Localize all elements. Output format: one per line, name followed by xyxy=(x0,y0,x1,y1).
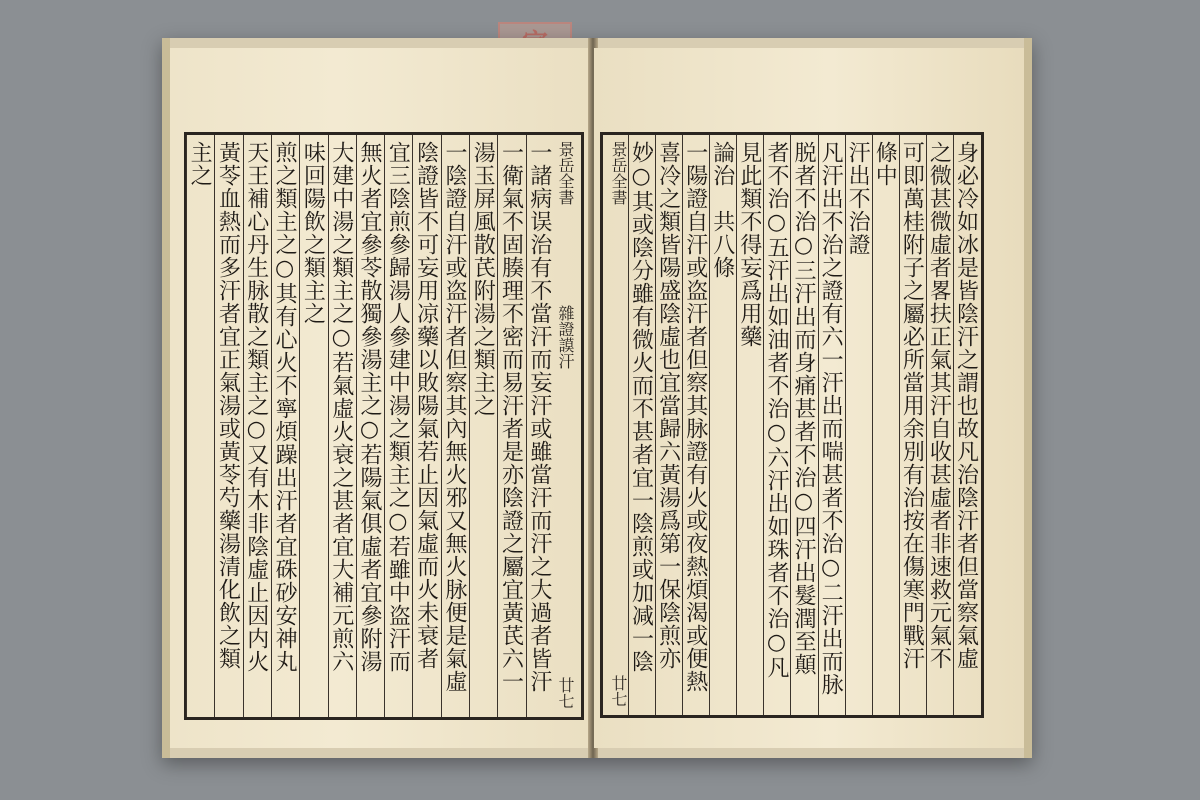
text-column: 煎之類主之○其有心火不寧煩躁出汗者宜硃砂安神丸 xyxy=(272,141,298,673)
text-column: 汗出不治證 xyxy=(845,141,871,256)
gutter-title: 景岳全書 xyxy=(609,141,628,205)
column-rule xyxy=(384,135,385,717)
column-rule xyxy=(356,135,357,717)
open-book xyxy=(162,38,1032,758)
gutter-section: 雜證謨汗 xyxy=(556,305,575,369)
text-column: 凡汗出不治之證有六一汗出而喘甚者不治○二汗出而脉 xyxy=(818,141,844,696)
column-rule xyxy=(328,135,329,717)
page-number: 廿七 xyxy=(556,677,575,709)
column-rule xyxy=(214,135,215,717)
text-column: 可即萬桂附子之屬必所當用余別有治按在傷寒門戰汗 xyxy=(899,141,925,670)
column-rule xyxy=(899,135,900,715)
text-column: 無火者宜參苓散獨參湯主之○若陽氣俱虛者宜參附湯 xyxy=(357,141,382,673)
left-text-frame xyxy=(184,132,584,720)
text-column: 一衛氣不固腠理不密而易汗者是亦陰證之屬宜黃芪六一 xyxy=(498,141,524,693)
text-column: 一陰證自汗或盗汗者但察其內無火邪又無火脉便是氣虛 xyxy=(441,141,467,693)
left-page-edge xyxy=(162,38,170,758)
text-column: 黃苓血熱而多汗者宜正氣湯或黃苓芍藥湯清化飲之類 xyxy=(215,141,241,670)
text-column: 天王補心丹生脉散之類主之○又有木非陰虛止因内火 xyxy=(243,141,269,673)
column-rule xyxy=(412,135,413,717)
text-column: 條中 xyxy=(872,141,898,187)
column-rule xyxy=(441,135,442,717)
text-column: 之微甚微虛者畧扶正氣其汗自收甚虛者非速救元氣不 xyxy=(926,141,952,670)
text-column: 妙○其或陰分雖有微火而不甚者宜一陰煎或加减一陰 xyxy=(628,141,654,673)
text-column: 陰證皆不可妄用凉藥以敗陽氣若止因氣虛而火未衰者 xyxy=(413,141,439,670)
column-rule xyxy=(469,135,470,717)
text-column: 主之 xyxy=(187,141,213,187)
column-rule xyxy=(497,135,498,717)
right-page-edge xyxy=(1024,38,1032,758)
page-number: 廿七 xyxy=(609,675,628,707)
right-text-frame xyxy=(600,132,984,718)
text-column: 宜三陰煎參歸湯人參建中湯之類主之○若雖中盗汗而 xyxy=(385,141,411,673)
column-rule xyxy=(628,135,629,715)
text-column: 一諸病误治有不當汗而妄汗或雖當汗而汗之大過者皆汗 xyxy=(526,141,552,693)
text-column: 湯玉屏風散芪附湯之類主之 xyxy=(470,141,496,417)
text-column: 脱者不治○三汗出而身痛甚者不治○四汗出髮潤至顛 xyxy=(791,141,816,676)
column-rule xyxy=(299,135,300,717)
text-column: 大建中湯之類主之○若氣虛火衰之甚者宜大補元煎六 xyxy=(328,141,354,673)
right-page xyxy=(594,48,1024,748)
gutter-title: 景岳全書 xyxy=(556,141,575,205)
text-column: 者不治○五汗出如油者不治○六汗出如珠者不治○凡 xyxy=(763,141,789,679)
text-column: 一陽證自汗或盗汗者但察其脉證有火或夜熱煩渴或便熱 xyxy=(682,141,708,693)
text-column: 見此類不得妄爲用藥 xyxy=(736,141,762,348)
column-rule xyxy=(186,135,187,717)
column-rule xyxy=(243,135,244,717)
text-column: 論治 共八條 xyxy=(709,141,735,279)
column-rule xyxy=(271,135,272,717)
column-rule xyxy=(526,135,527,717)
text-column: 身必冷如冰是皆陰汗之謂也故凡治陰汗者但當察氣虛 xyxy=(953,141,979,670)
left-page xyxy=(170,48,591,748)
text-column: 味回陽飲之類主之 xyxy=(300,141,326,325)
text-column: 喜冷之類皆陽盛陰虛也宜當歸六黃湯爲第一保陰煎亦 xyxy=(655,141,681,670)
